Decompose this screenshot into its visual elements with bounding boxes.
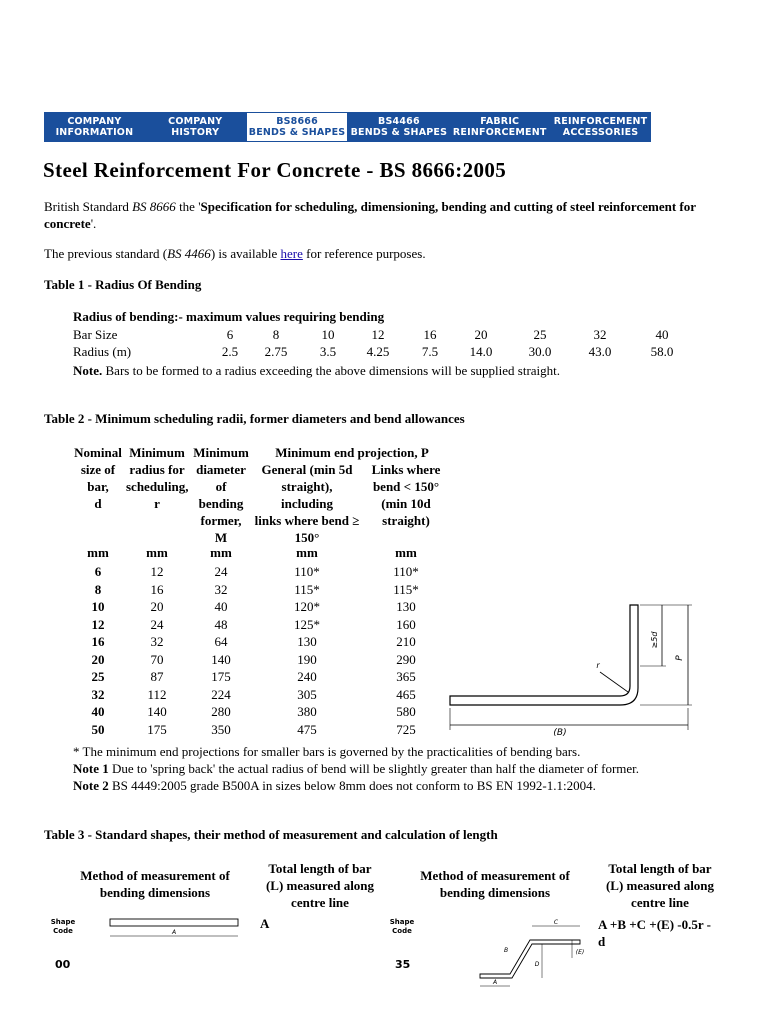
header-line: Minimum <box>129 445 185 460</box>
table2-cell: 112 <box>147 686 167 702</box>
radius-leader <box>600 672 628 692</box>
formula-line: d <box>598 934 606 949</box>
table2-cell: 24 <box>214 564 228 579</box>
table2-cell: 175 <box>147 721 167 737</box>
header-line: straight), including <box>280 479 334 511</box>
table2-col-header <box>72 444 124 512</box>
table2-cell: 125* <box>294 616 320 632</box>
shape-00-diagram <box>105 915 245 945</box>
nav-label: ACCESSORIES <box>562 127 639 138</box>
table2-cell: 130 <box>297 634 317 649</box>
table1-cell: 58.0 <box>650 344 674 359</box>
shape-35-bar <box>480 940 580 978</box>
table3-col-method <box>400 867 590 901</box>
previous-standard-paragraph <box>44 245 724 262</box>
table1-note <box>73 362 560 379</box>
bar-size-cell: 50 <box>91 721 105 737</box>
intro-text: ) is available <box>210 246 281 261</box>
table2-cell: 350 <box>211 721 231 737</box>
header-line: former, <box>200 513 242 528</box>
dim-label-b: B <box>503 947 509 954</box>
header-line: (L) measured along <box>605 878 715 893</box>
table2-col-header <box>126 444 188 512</box>
header-line: diameter <box>196 462 246 477</box>
header-line: straight) <box>382 513 430 528</box>
header-line: Method of measurement of <box>420 868 570 883</box>
label-line: Shape <box>50 918 76 926</box>
table1-row-label: Radius (m) <box>73 344 132 359</box>
bar-size-cell: 6 <box>94 564 102 579</box>
table1-cell: 25 <box>533 327 547 342</box>
table1-cell: 16 <box>423 327 437 342</box>
label-5d: ≥5d <box>650 631 659 649</box>
table2-cell: 240 <box>297 669 317 684</box>
table2-cell: 210 <box>396 634 416 649</box>
table2-cell: 110* <box>294 564 320 579</box>
table2-cell: 87 <box>150 669 164 684</box>
nav-label: BENDS & SHAPES <box>248 127 346 138</box>
bar-size-cell: 10 <box>91 599 105 614</box>
table2-cell: 280 <box>211 704 231 719</box>
dim-label-a: A <box>171 929 177 936</box>
table2-cell: 48 <box>214 616 228 632</box>
label-b: (B) <box>553 728 567 738</box>
unit-label: mm <box>87 545 109 560</box>
nav-label: INFORMATION <box>55 127 134 138</box>
table2-cell: 115* <box>393 581 419 597</box>
note-label: Note 1 <box>73 761 109 776</box>
nav-label: BENDS & SHAPES <box>350 127 448 138</box>
intro-text: '. <box>90 216 97 231</box>
header-line: Minimum <box>193 445 249 460</box>
nav-company-information[interactable] <box>44 112 145 142</box>
header-line: bending <box>198 496 244 511</box>
header-line: General (min 5d <box>261 462 353 477</box>
nav-fabric-reinforcement[interactable] <box>449 112 550 142</box>
table1-cell: 2.75 <box>264 344 288 359</box>
nav-label: FABRIC <box>480 116 520 127</box>
header-line: Nominal <box>74 445 122 460</box>
bend-diagram <box>440 600 700 740</box>
table2-cell: 24 <box>150 616 164 632</box>
table2-cell: 290 <box>396 651 416 667</box>
dim-label-d: D <box>534 961 540 968</box>
table2-cell: 140 <box>147 704 167 719</box>
header-line: 150° <box>294 530 320 545</box>
table2-cell: 580 <box>396 704 416 719</box>
table2-cell: 40 <box>214 599 228 614</box>
table2-cell: 160 <box>396 616 416 632</box>
table2-col-header <box>254 461 360 546</box>
shape-code: 00 <box>55 958 71 971</box>
note-text: BS 4449:2005 grade B500A in sizes below 8mm does not conform to BS EN 1992-1.1:2004. <box>108 778 596 793</box>
dim-label-c: C <box>553 919 559 926</box>
table2-cell: 725 <box>396 721 416 737</box>
header-line: bend < 150° <box>372 479 440 494</box>
table2-group-header: Minimum end projection, P <box>275 445 429 460</box>
nav-label: REINFORCEMENT <box>553 116 648 127</box>
header-line: radius for <box>129 462 185 477</box>
table2-cell: 380 <box>297 704 317 719</box>
table2-cell: 140 <box>211 651 231 667</box>
header-line: Total length of bar <box>268 861 372 876</box>
note-text: Bars to be formed to a radius exceeding the above dimensions will be supplied straight. <box>102 363 561 378</box>
bar-size-cell: 12 <box>91 616 105 632</box>
straight-bar <box>110 919 238 926</box>
table2-cell: 365 <box>396 669 416 684</box>
header-line: (min 10d <box>381 496 431 511</box>
bar-size-cell: 32 <box>91 686 105 702</box>
table2-cell: 175 <box>211 669 231 684</box>
nav-label: COMPANY <box>67 116 122 127</box>
table2-cell: 32 <box>150 634 164 649</box>
note-label: Note. <box>73 363 103 378</box>
header-line: scheduling, <box>126 479 189 494</box>
table2-heading: Table 2 - Minimum scheduling radii, former diameters and bend allowances <box>44 411 465 426</box>
bar-size-cell: 16 <box>91 634 105 649</box>
header-line: d <box>94 496 102 511</box>
table3-col-total <box>255 860 385 911</box>
dim-label-e: (E) <box>575 949 585 956</box>
header-line: M <box>214 530 228 545</box>
label-p: P <box>675 655 685 661</box>
table1-cell: 40 <box>655 327 669 342</box>
bs4466-link[interactable]: here <box>280 246 303 261</box>
nav-label: HISTORY <box>171 127 220 138</box>
table1-cell: 14.0 <box>469 344 493 359</box>
header-line: size of <box>80 462 116 477</box>
nav-label: BS4466 <box>378 116 420 127</box>
table2-cell: 32 <box>214 581 228 597</box>
table1-cell: 6 <box>226 327 234 342</box>
table1-subheading: Radius of bending:- maximum values requiring bending <box>73 309 385 324</box>
intro-text: The previous standard ( <box>44 246 168 261</box>
header-line: links where bend ≥ <box>254 513 360 528</box>
shape-formula <box>598 916 728 950</box>
label-line: Shape <box>389 918 415 926</box>
header-line: Method of measurement of <box>80 868 230 883</box>
nav-bs4466[interactable] <box>348 112 449 142</box>
table2-cell: 20 <box>150 599 164 614</box>
bar-size-cell: 25 <box>91 669 105 684</box>
shape-code-label <box>48 918 78 936</box>
header-line: Total length of bar <box>608 861 712 876</box>
intro-text: the ' <box>175 199 201 214</box>
shape-code: 35 <box>395 958 411 971</box>
table2-cell: 305 <box>297 686 317 702</box>
table2-note2 <box>73 777 596 794</box>
header-line: centre line <box>291 895 349 910</box>
table3-col-total <box>595 860 725 911</box>
intro-paragraph <box>44 198 724 232</box>
header-line: (L) measured along <box>265 878 375 893</box>
table2-cell: 224 <box>211 686 231 702</box>
table1-cell: 30.0 <box>528 344 552 359</box>
label-line: Code <box>392 927 412 935</box>
unit-label: mm <box>296 545 318 560</box>
bar-outline <box>450 605 638 705</box>
table1-cell: 2.5 <box>221 344 239 359</box>
intro-text: for reference purposes. <box>302 246 426 261</box>
label-r: r <box>596 661 600 670</box>
header-line: bar, <box>87 479 109 494</box>
standard-name: BS 4466 <box>167 246 211 261</box>
note-text: Due to 'spring back' the actual radius of bend will be slightly greater than half the diameter of former. <box>108 761 640 776</box>
table2-cell: 110* <box>393 564 419 579</box>
table1-cell: 43.0 <box>588 344 612 359</box>
page-title: Steel Reinforcement For Concrete - BS 8666:2005 <box>43 158 507 182</box>
table1-cell: 8 <box>272 327 280 342</box>
spec-title: Specification for scheduling, dimensioning, bending and cutting of steel reinforcement for concrete <box>44 199 696 231</box>
label-line: Code <box>53 927 73 935</box>
header-line: bending dimensions <box>439 885 551 900</box>
table2-cell: 190 <box>297 651 317 667</box>
table2-cell: 130 <box>396 599 416 614</box>
header-line: centre line <box>631 895 689 910</box>
table2-cell: 120* <box>294 599 320 614</box>
table1-cell: 32 <box>593 327 607 342</box>
header-line: of <box>215 479 227 494</box>
unit-label: mm <box>210 545 232 560</box>
table2-cell: 115* <box>294 581 320 597</box>
nav-reinforcement-accessories[interactable] <box>550 112 651 142</box>
nav-label: REINFORCEMENT <box>452 127 547 138</box>
table1-cell: 7.5 <box>421 344 439 359</box>
formula-line: A +B +C +(E) -0.5r - <box>598 917 711 932</box>
top-navigation <box>44 112 651 142</box>
table1-cell: 20 <box>474 327 488 342</box>
table1-cell: 4.25 <box>366 344 390 359</box>
table2-note1 <box>73 760 639 777</box>
table2-cell: 465 <box>396 686 416 702</box>
shape-35-diagram <box>450 912 600 992</box>
table2-col-header <box>362 461 450 529</box>
bar-size-cell: 20 <box>91 651 105 667</box>
table2-cell: 64 <box>214 634 228 649</box>
header-line: r <box>154 496 160 511</box>
table2-cell: 70 <box>150 651 164 667</box>
note-label: Note 2 <box>73 778 109 793</box>
table1-cell: 3.5 <box>319 344 337 359</box>
table2-footnote: * The minimum end projections for smaller bars is governed by the practicalities of bending bars. <box>73 744 581 759</box>
table3-col-method <box>60 867 250 901</box>
dim-label-a: A <box>492 979 498 986</box>
table1-cell: 10 <box>321 327 335 342</box>
nav-label: BS8666 <box>276 116 318 127</box>
table2-cell: 16 <box>150 581 164 597</box>
header-line: Links where <box>371 462 441 477</box>
bar-size-cell: 40 <box>91 704 105 719</box>
nav-company-history[interactable] <box>145 112 246 142</box>
table2-cell: 12 <box>150 564 164 579</box>
shape-formula: A <box>260 916 270 931</box>
table3-heading: Table 3 - Standard shapes, their method of measurement and calculation of length <box>44 827 498 842</box>
unit-label: mm <box>395 545 417 560</box>
unit-label: mm <box>146 545 168 560</box>
table2-cell: 475 <box>297 721 317 737</box>
standard-name: BS 8666 <box>132 199 176 214</box>
table1-heading: Table 1 - Radius Of Bending <box>44 277 202 292</box>
header-line: bending dimensions <box>99 885 211 900</box>
nav-bs8666[interactable] <box>246 112 349 142</box>
table2-col-header <box>190 444 252 546</box>
nav-label: COMPANY <box>168 116 223 127</box>
table1-row-label: Bar Size <box>73 327 118 342</box>
table1-cell: 12 <box>371 327 385 342</box>
bar-size-cell: 8 <box>94 581 102 597</box>
intro-text: British Standard <box>44 199 133 214</box>
shape-code-label <box>387 918 417 936</box>
